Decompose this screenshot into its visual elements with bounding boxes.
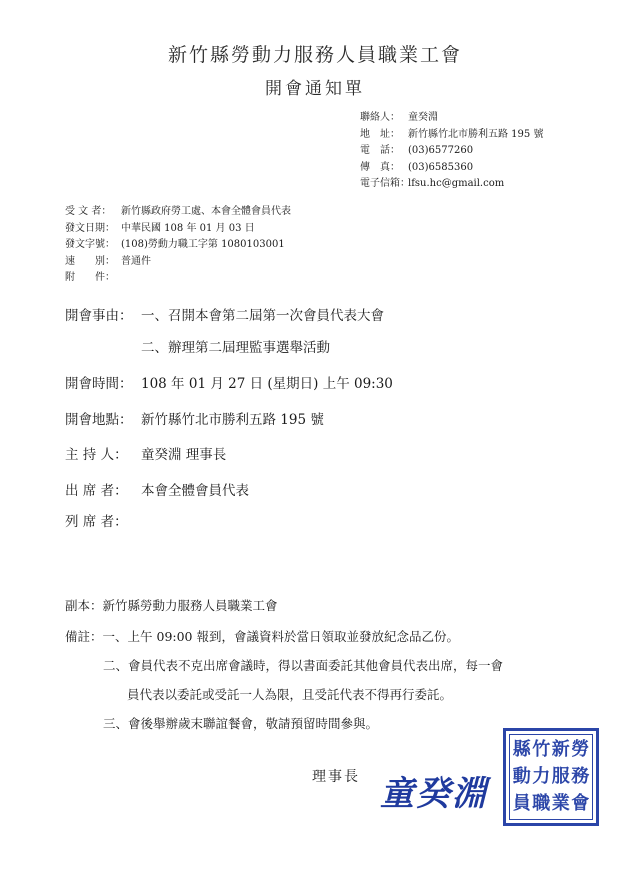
note-line-2-cont xyxy=(65,680,503,709)
meeting-reason xyxy=(65,304,384,324)
note-line-2 xyxy=(65,651,503,680)
meta-row-number xyxy=(65,237,291,254)
chair-signature: 童癸淵 xyxy=(380,774,488,814)
document-title: 開會通知單 xyxy=(265,79,365,99)
seal-char: 務 xyxy=(571,765,590,787)
seal-characters xyxy=(512,737,590,817)
contact-value: (03)6577260 xyxy=(408,145,474,156)
contact-label: 電子信箱： xyxy=(360,178,410,189)
contact-label: 地 址： xyxy=(360,128,400,140)
contact-label: 聯絡人： xyxy=(360,112,400,123)
seal-char: 職 xyxy=(532,792,551,814)
meeting-time-value: 108 年 01 月 27 日 (星期日) 上午 09:30 xyxy=(141,376,393,392)
contact-label: 傳 真： xyxy=(360,161,400,173)
contact-row-address xyxy=(360,127,543,144)
meta-value: (108)勞動力職工字第 1080103001 xyxy=(121,239,285,250)
seal-char: 力 xyxy=(532,765,551,787)
seal-char: 縣 xyxy=(512,739,531,761)
meeting-place xyxy=(65,408,324,428)
document-meta xyxy=(65,204,291,287)
meeting-attendees xyxy=(65,479,249,499)
meeting-host-value: 童癸淵 理事長 xyxy=(141,447,227,463)
contact-row-phone xyxy=(360,143,543,160)
meeting-reason-label: 開會事由： xyxy=(65,308,133,324)
note-1: 一、上午 09:00 報到，會議資料於當日領取並發放紀念品乙份。 xyxy=(102,629,459,644)
meta-row-recipient xyxy=(65,204,291,221)
meta-label: 速 別： xyxy=(65,255,115,267)
meeting-reason-2: 二、辦理第二屆理監事選舉活動 xyxy=(141,340,330,356)
note-3: 三、會後舉辦歲末聯誼餐會，敬請預留時間參與。 xyxy=(103,716,379,731)
meta-row-priority xyxy=(65,254,291,271)
meta-row-date xyxy=(65,221,291,238)
contact-value: (03)6585360 xyxy=(408,161,474,173)
meeting-place-value: 新竹縣竹北市勝利五路 195 號 xyxy=(141,412,324,428)
official-seal-stamp xyxy=(503,728,599,826)
contact-row-person xyxy=(360,110,543,127)
contact-row-email xyxy=(360,176,543,193)
meta-label: 受 文 者： xyxy=(65,206,112,217)
seal-char: 員 xyxy=(512,792,531,814)
meeting-observers xyxy=(65,510,141,530)
meeting-time-label: 開會時間： xyxy=(65,376,133,392)
contact-value: 新竹縣竹北市勝利五路 195 號 xyxy=(408,128,544,140)
seal-char: 業 xyxy=(551,792,570,814)
seal-char: 勞 xyxy=(571,739,590,761)
org-name: 新竹縣勞動力服務人員職業工會 xyxy=(167,44,462,66)
meta-label: 附 件： xyxy=(65,272,115,283)
meta-value: 中華民國 108 年 01 月 03 日 xyxy=(121,222,255,234)
seal-char: 服 xyxy=(551,765,570,787)
meta-row-attachment xyxy=(65,270,291,287)
meeting-place-label: 開會地點： xyxy=(65,412,133,428)
seal-char: 新 xyxy=(551,739,570,761)
meta-value: 新竹縣政府勞工處、本會全體會員代表 xyxy=(121,206,291,217)
meeting-host-label: 主 持 人： xyxy=(65,447,128,463)
seal-char: 竹 xyxy=(532,739,551,761)
meeting-time xyxy=(65,372,393,392)
chair-title: 理事長 xyxy=(312,769,360,785)
note-2a: 二、會員代表不克出席會議時，得以書面委託其他會員代表出席，每一會 xyxy=(103,658,504,673)
meeting-host xyxy=(65,443,226,463)
contact-block xyxy=(360,110,543,193)
contact-value: lfsu.hc@gmail.com xyxy=(408,178,505,189)
note-line-1 xyxy=(65,622,503,651)
note-line-3 xyxy=(65,709,503,738)
meeting-reason-second xyxy=(141,336,330,356)
meeting-reason-1: 一、召開本會第二屆第一次會員代表大會 xyxy=(141,308,384,324)
seal-char: 會 xyxy=(571,792,590,814)
copy-recipient: 副本：新竹縣勞動力服務人員職業工會 xyxy=(65,598,278,613)
notes-label: 備註： xyxy=(65,629,103,644)
meeting-attend-label: 出 席 者： xyxy=(65,483,128,499)
meta-label: 發文字號： xyxy=(65,239,115,250)
meta-label: 發文日期： xyxy=(65,222,115,234)
meeting-observer-label: 列 席 者： xyxy=(65,514,128,530)
notes-block xyxy=(65,622,503,738)
note-2b: 員代表以委託或受託一人為限，且受託代表不得再行委託。 xyxy=(127,687,453,702)
meeting-attend-value: 本會全體會員代表 xyxy=(141,483,249,499)
meta-value: 普通件 xyxy=(121,255,151,267)
seal-char: 動 xyxy=(512,765,531,787)
contact-label: 電 話： xyxy=(360,145,400,156)
contact-row-fax xyxy=(360,160,543,177)
contact-value: 童癸淵 xyxy=(408,112,438,123)
